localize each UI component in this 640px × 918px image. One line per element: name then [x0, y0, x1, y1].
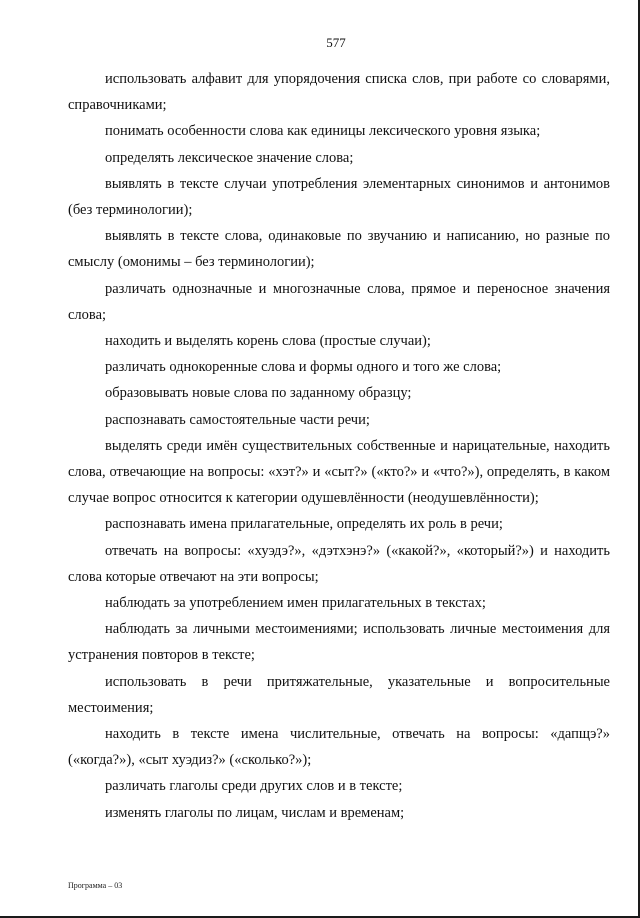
paragraph: наблюдать за употреблением имен прилагательных в текстах; — [105, 595, 486, 612]
paragraph: использовать в речи притяжательные, указательные и вопросительные местоимения; — [68, 673, 610, 716]
paragraph: выявлять в тексте слова, одинаковые по звучанию и написанию, но разные по смыслу (омонимы – без терминологии); — [68, 228, 610, 271]
paragraph: изменять глаголы по лицам, числам и временам; — [105, 804, 405, 821]
paragraph: различать глаголы среди других слов и в тексте; — [105, 778, 403, 795]
paragraph: различать однокоренные слова и формы одного и того же слова; — [105, 359, 502, 376]
paragraph: использовать алфавит для упорядочения списка слов, при работе со словарями, справочниками; — [68, 71, 610, 114]
paragraph: распознавать самостоятельные части речи; — [105, 411, 370, 428]
paragraph: выделять среди имён существительных собственные и нарицательные, находить слова, отвечающие на вопросы: «хэт?» и «сыт?» («кто?» и «что?»), определять, в каком случае вопрос относится к категории одушевлённости (неодушевлённости); — [68, 437, 610, 507]
paragraph: находить в тексте имена числительные, отвечать на вопросы: «дапщэ?» («когда?»), «сыт хуэдиз?» («сколько?»); — [68, 726, 610, 769]
paragraph: распознавать имена прилагательные, определять их роль в речи; — [105, 516, 503, 533]
paragraph: находить и выделять корень слова (простые случаи); — [105, 333, 431, 350]
footer-label: Программа – 03 — [68, 881, 123, 890]
body-text — [68, 66, 610, 826]
paragraph: понимать особенности слова как единицы лексического уровня языка; — [105, 123, 541, 140]
paragraph: выявлять в тексте случаи употребления элементарных синонимов и антонимов (без терминологии); — [68, 175, 610, 219]
paragraph: отвечать на вопросы: «хуэдэ?», «дэтхэнэ?» («какой?», «который?») и находить слова которые отвечают на эти вопросы; — [68, 542, 610, 585]
paragraph: образовывать новые слова по заданному образцу; — [105, 385, 412, 402]
paragraph: наблюдать за личными местоимениями; использовать личные местоимения для устранения повторов в тексте; — [68, 621, 610, 664]
page-number: 577 — [326, 35, 346, 50]
paragraph: различать однозначные и многозначные слова, прямое и переносное значения слова; — [68, 280, 610, 323]
paragraph: определять лексическое значение слова; — [105, 149, 354, 166]
